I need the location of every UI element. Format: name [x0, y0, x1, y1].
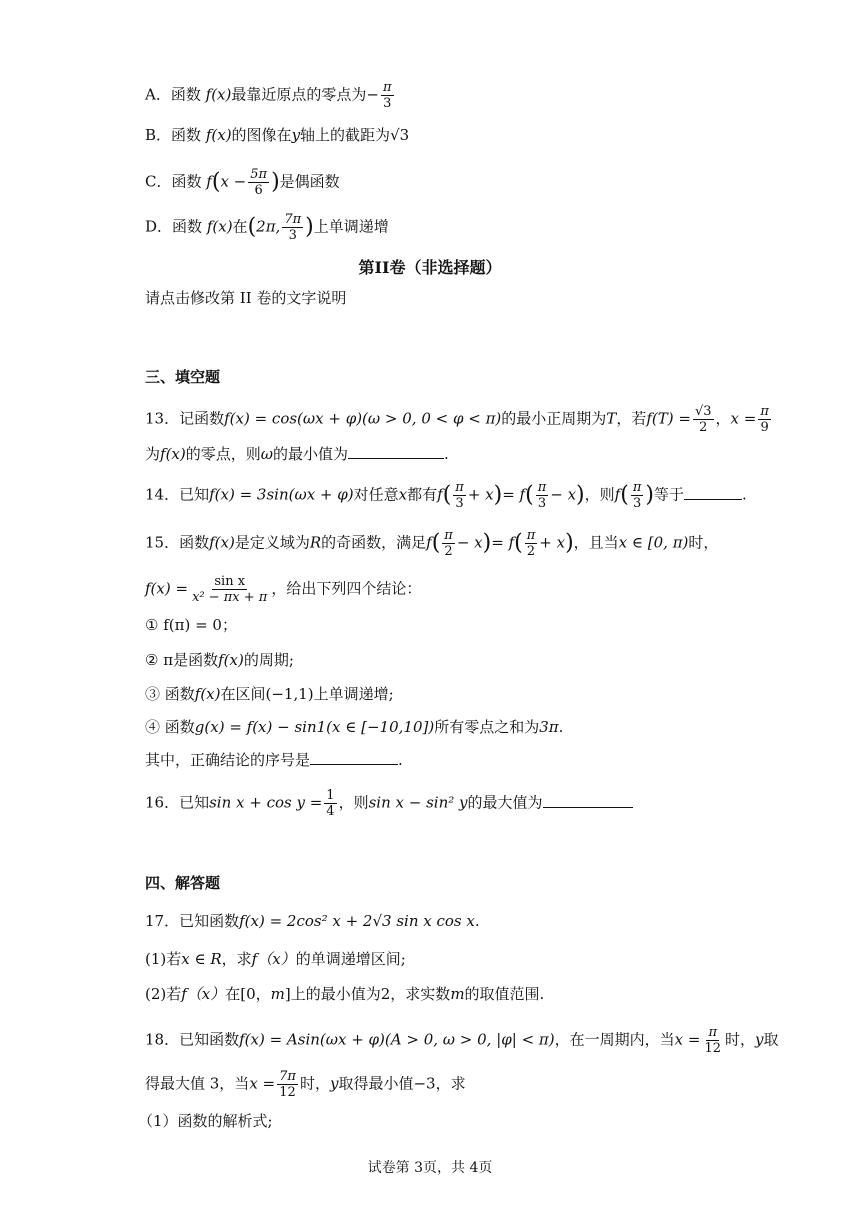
text: 在[0，: [225, 985, 271, 1003]
text: .: [558, 718, 564, 736]
numerator: π: [537, 480, 547, 495]
paren: (: [525, 482, 534, 508]
denominator: 2: [699, 420, 708, 435]
text: 时，: [688, 533, 719, 552]
denominator: 3: [537, 496, 547, 511]
text: 是偶函数: [279, 172, 340, 191]
math: f(x): [218, 651, 244, 669]
text: 上单调递增;: [313, 685, 394, 703]
answer-blank[interactable]: [684, 485, 742, 500]
denominator: 2: [526, 544, 536, 559]
option-label: D．: [145, 217, 173, 236]
math: = f: [491, 533, 515, 552]
text: 的最小正周期为: [501, 409, 607, 428]
section2-note[interactable]: 请点击修改第 II 卷的文字说明: [145, 289, 347, 307]
question-16: [145, 788, 800, 819]
math: √3: [390, 126, 410, 144]
fraction: [536, 480, 549, 511]
text: (2)若: [145, 985, 182, 1003]
conclusion-4: [145, 716, 800, 738]
math: 3π: [539, 718, 559, 736]
text: ，则: [338, 793, 369, 812]
math: x =: [249, 1074, 276, 1093]
denominator: 2: [444, 544, 453, 559]
text: ，求: [435, 1074, 466, 1093]
answer-blank[interactable]: [543, 793, 633, 808]
math: −: [366, 85, 379, 104]
text: ① f(π) = 0；: [145, 616, 237, 634]
text: 16．已知: [145, 793, 210, 812]
text: 的最小值为: [272, 445, 348, 463]
text: 最靠近原点的零点为: [231, 85, 367, 104]
text: 其中，正确结论的序号是: [145, 751, 311, 769]
text: ② π: [145, 651, 174, 669]
question-15-line2: [145, 574, 800, 605]
text: 17．已知函数: [145, 912, 240, 930]
math: f(x): [209, 533, 235, 552]
question-15-line1: [145, 528, 800, 559]
math: y: [291, 126, 301, 144]
math: g(x) = f(x) − sin1(x ∈ [−10,10]): [194, 718, 435, 736]
math: sin x − sin² y: [368, 793, 468, 812]
option-c[interactable]: [145, 167, 800, 198]
text: 时，: [724, 1030, 755, 1049]
fraction: [631, 480, 644, 511]
denominator: 6: [254, 183, 263, 198]
numerator: 1: [326, 788, 335, 803]
math: = f: [502, 485, 526, 504]
numerator: 7π: [284, 212, 302, 227]
text: 函数: [172, 217, 203, 236]
text: ③ 函数: [145, 685, 195, 703]
question-17: [145, 910, 800, 932]
text: 为: [145, 445, 161, 463]
section2-title: 第II卷（非选择题）: [358, 258, 502, 277]
section3-heading: 三、填空题: [145, 368, 221, 386]
text: 的零点，则: [185, 445, 261, 463]
text: 在: [232, 217, 248, 236]
paren: (: [431, 530, 441, 556]
page-footer: 试卷第 3页，共 4页: [367, 1160, 493, 1176]
paren: ): [565, 530, 574, 556]
math: R: [309, 533, 322, 552]
numerator: 5π: [250, 167, 268, 182]
text: .: [398, 751, 403, 769]
text: ，求: [221, 950, 252, 968]
denominator: x² − πx + π: [192, 590, 268, 605]
option-b[interactable]: [145, 124, 800, 146]
math: x ∈ [0, π): [618, 533, 689, 552]
text: ④ 函数: [145, 718, 195, 736]
text: ，: [715, 409, 731, 428]
math: f(x): [205, 85, 232, 104]
text: 的奇函数，满足: [321, 533, 427, 552]
text: 函数: [171, 172, 202, 191]
math: f(x): [194, 685, 221, 703]
question-15-answer: [145, 749, 800, 771]
math: f: [206, 172, 212, 191]
conclusion-2: [145, 649, 800, 671]
text: 轴上的截距为: [300, 126, 391, 144]
fraction: [758, 404, 771, 435]
fraction: [324, 788, 336, 819]
text: 所有零点之和为: [434, 718, 540, 736]
math: 2π,: [256, 217, 281, 236]
text: .: [474, 912, 480, 930]
paren: ): [482, 530, 492, 556]
paren: ): [645, 482, 654, 508]
fraction: [442, 528, 455, 559]
math: x =: [674, 1030, 701, 1049]
math: x =: [730, 409, 757, 428]
paren: ): [305, 214, 314, 240]
math: f（x）: [251, 950, 296, 968]
question-18-line2: [145, 1069, 800, 1100]
text: 时，: [299, 1074, 330, 1093]
conclusion-3: [145, 683, 800, 705]
math: f（x）: [181, 985, 226, 1003]
numerator: 7π: [279, 1069, 296, 1084]
math: f(x): [205, 126, 232, 144]
text: 在区间: [220, 685, 266, 703]
numerator: π: [708, 1025, 717, 1040]
math: x: [398, 485, 408, 504]
text: ]上的最小值为2，求实数: [284, 985, 451, 1003]
text: 得最大值 3，当: [145, 1074, 250, 1093]
text: 18．已知函数: [145, 1030, 240, 1049]
text: 都有: [407, 485, 438, 504]
math: f(x): [160, 445, 186, 463]
fraction: [381, 80, 394, 111]
text: .: [444, 445, 449, 463]
numerator: π: [444, 528, 453, 543]
text: .: [741, 485, 747, 504]
text: 15．函数: [145, 533, 210, 552]
option-d[interactable]: [145, 212, 800, 243]
text: ，给出下列四个结论：: [271, 579, 422, 598]
denominator: 9: [760, 420, 769, 435]
text: 是函数: [173, 651, 219, 669]
fraction: [277, 1069, 298, 1100]
math: y: [755, 1030, 764, 1049]
math: x −: [220, 172, 247, 191]
text: 函数: [171, 126, 202, 144]
text: 取: [763, 1030, 779, 1049]
text: ，则: [584, 485, 615, 504]
question-13-line2: [145, 443, 800, 465]
math: − x: [550, 485, 577, 504]
math: f: [614, 485, 621, 504]
numerator: sin x: [214, 574, 246, 589]
option-a[interactable]: [145, 80, 800, 111]
text: 是定义域为: [234, 533, 310, 552]
fraction: [525, 528, 538, 559]
section4-heading: 四、解答题: [145, 874, 221, 892]
math: sin x + cos y =: [209, 793, 323, 812]
text: 的最大值为: [467, 793, 543, 812]
text: ，在一周期内，当: [554, 1030, 675, 1049]
text: 上单调递增: [313, 217, 389, 236]
text: (1)若: [145, 950, 182, 968]
paren: (: [514, 530, 523, 556]
denominator: 3: [383, 96, 392, 111]
denominator: 12: [704, 1041, 721, 1056]
paren: ): [576, 482, 585, 508]
text: 等于: [653, 485, 684, 504]
denominator: 4: [326, 804, 335, 819]
math: + x: [467, 485, 494, 504]
math: (−1,1): [265, 685, 314, 703]
math: f: [426, 533, 432, 552]
conclusion-1: [145, 614, 800, 636]
fraction: [702, 1025, 723, 1056]
text: ，若: [616, 409, 647, 428]
paren: ): [493, 482, 503, 508]
math: f(x) = 2cos² x + 2√3 sin x cos x: [239, 912, 475, 930]
math: f(x) =: [145, 579, 189, 598]
paren: (: [442, 482, 452, 508]
denominator: 3: [288, 228, 297, 243]
math: x ∈ R: [181, 950, 222, 968]
fraction: [453, 480, 466, 511]
answer-blank[interactable]: [348, 444, 444, 459]
math: f(T) =: [646, 409, 691, 428]
math: y: [329, 1074, 339, 1093]
math: f(x) = Asin(ωx + φ)(A > 0, ω > 0, |φ| < π): [239, 1030, 555, 1049]
text: 13．记函数: [145, 409, 225, 428]
answer-blank[interactable]: [310, 750, 398, 765]
math: ω: [260, 445, 273, 463]
question-18-part1: （1）函数的解析式;: [138, 1112, 273, 1130]
text: 取得最小值: [338, 1074, 414, 1093]
text: 的取值范围.: [464, 985, 545, 1003]
text: 函数: [170, 85, 201, 104]
math: m: [270, 985, 285, 1003]
question-13-line1: [145, 404, 800, 435]
text: 对任意: [353, 485, 399, 504]
denominator: 12: [279, 1085, 296, 1100]
denominator: 3: [632, 496, 642, 511]
option-label: C．: [145, 172, 172, 191]
denominator: 3: [455, 496, 464, 511]
paren: (: [247, 214, 257, 240]
math: + x: [539, 533, 566, 552]
text: 的图像在: [231, 126, 292, 144]
math: f(x): [206, 217, 233, 236]
question-14: [145, 480, 800, 511]
text: 14．已知: [145, 485, 210, 504]
math: −3: [413, 1074, 436, 1093]
math: f(x) = cos(ωx + φ)(ω > 0, 0 < φ < π): [224, 409, 502, 428]
math: f: [437, 485, 443, 504]
fraction: [248, 167, 269, 198]
paren: (: [620, 482, 629, 508]
text: ，且当: [573, 533, 619, 552]
numerator: π: [632, 480, 642, 495]
math: T: [606, 409, 617, 428]
numerator: π: [382, 80, 392, 95]
fraction: [282, 212, 303, 243]
question-17-part1: [145, 948, 800, 970]
question-18-line1: [145, 1025, 800, 1056]
math: f(x) = 3sin(ωx + φ): [209, 485, 354, 504]
fraction: [693, 404, 714, 435]
math: − x: [456, 533, 483, 552]
paren: ): [271, 169, 280, 195]
fraction: [190, 574, 269, 605]
numerator: π: [526, 528, 536, 543]
text: 的单调递增区间;: [295, 950, 406, 968]
paren: (: [211, 169, 221, 195]
numerator: π: [760, 404, 769, 419]
option-label: B．: [145, 126, 172, 144]
option-label: A．: [145, 85, 171, 104]
math: m: [450, 985, 465, 1003]
numerator: √3: [694, 404, 712, 419]
text: 的周期;: [243, 651, 294, 669]
numerator: π: [455, 480, 464, 495]
question-17-part2: [145, 983, 800, 1005]
